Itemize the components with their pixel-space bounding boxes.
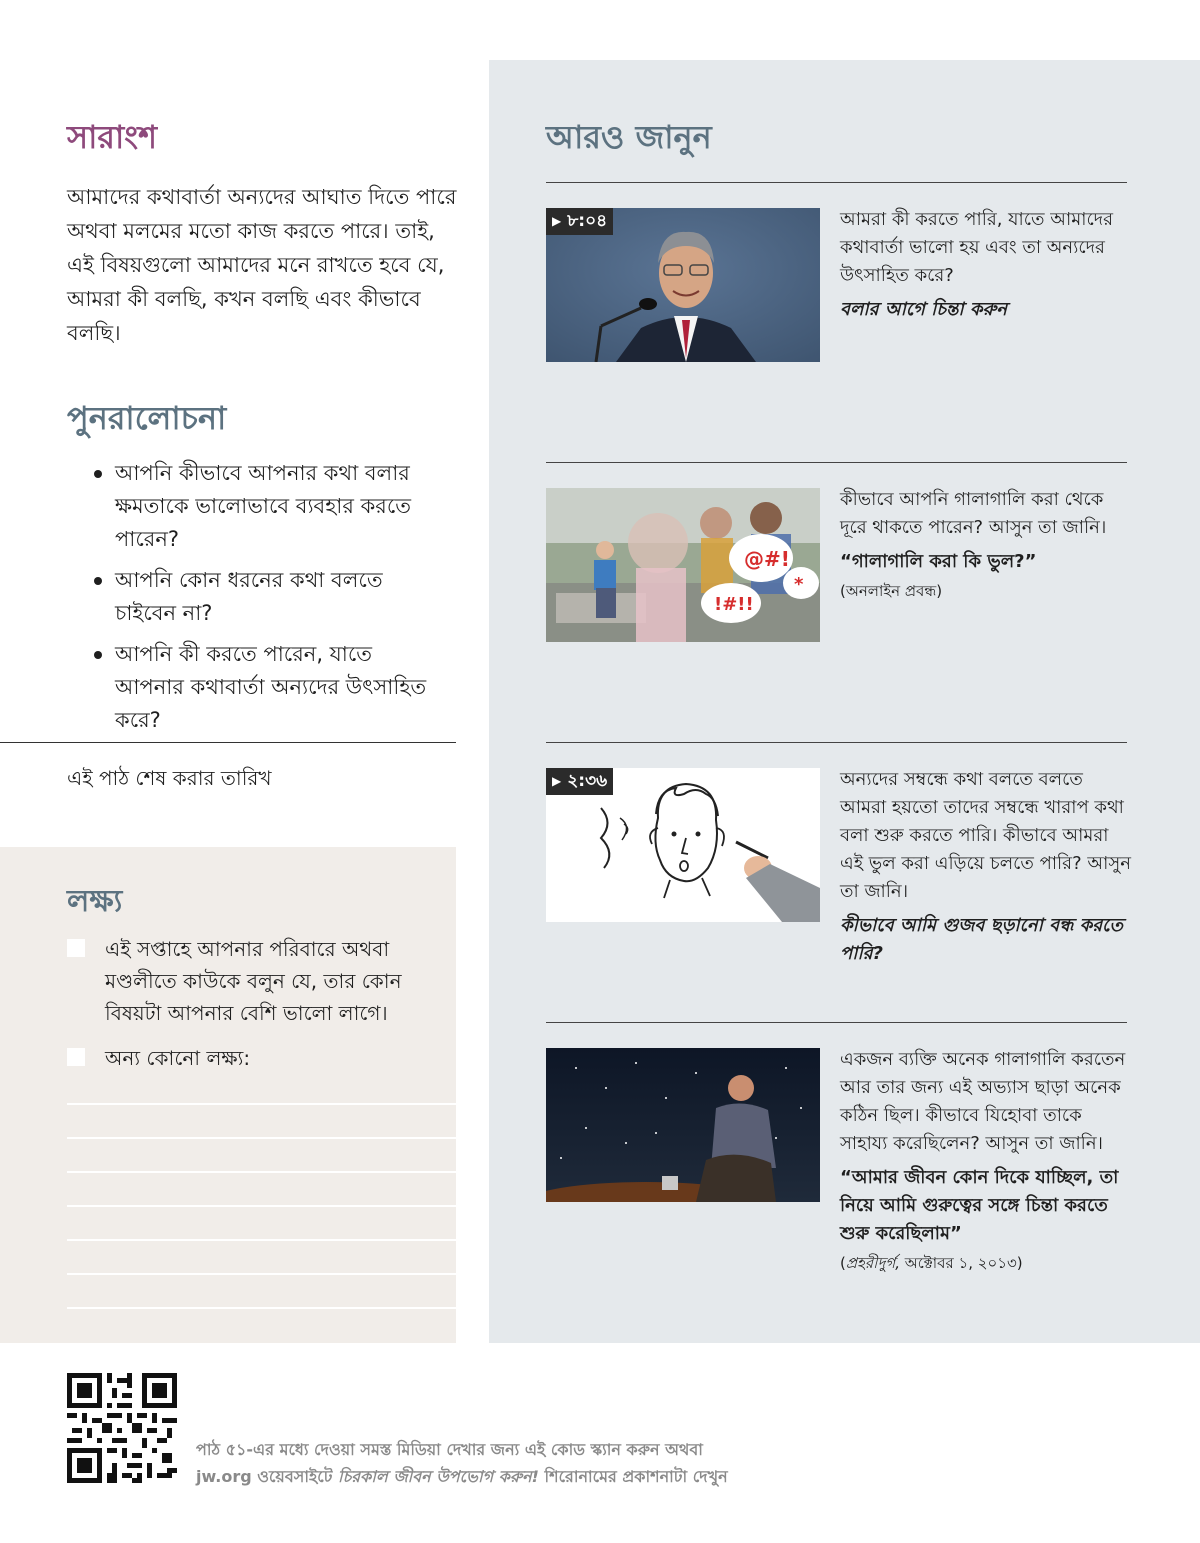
media-description: অন্যদের সম্বন্ধে কথা বলতে বলতে আমরা হয়তো তাদের সম্বন্ধে খারাপ কথা বলা শুরু করতে পারি। কীভাবে আমরা এই ভুল করা এড়িয়ে চলতে পারি? আসুন তা জানি।: [840, 769, 1131, 902]
footer-text: [196, 1436, 836, 1490]
writing-line[interactable]: [67, 1239, 456, 1241]
night-sky-image: [546, 1048, 820, 1202]
publication-date: অক্টোবর ১, ২০১৩): [899, 1254, 1023, 1272]
media-item: [546, 462, 1127, 722]
video-duration: ৮:০৪: [567, 211, 608, 231]
note-paren: (: [840, 1254, 846, 1272]
learn-more-title: আরও জানুন: [546, 118, 712, 156]
media-description: একজন ব্যক্তি অনেক গালাগালি করতেন আর তার জন্য এই অভ্যাস ছাড়া অনেক কঠিন ছিল। কীভাবে যিহোবা তাকে সাহায্য করেছিলেন? আসুন তা জানি।: [840, 1049, 1126, 1154]
footer-end: শিরোনামের প্রকাশনাটা দেখুন: [538, 1467, 728, 1486]
svg-text:@#!: @#!: [744, 547, 790, 571]
video-duration-badge: [546, 208, 613, 235]
learn-more-panel: [489, 60, 1200, 1343]
media-item-body: [840, 206, 1132, 324]
media-note: [840, 1252, 1132, 1274]
article-thumbnail[interactable]: [546, 488, 820, 642]
divider: [546, 182, 1127, 183]
qr-code[interactable]: [67, 1373, 177, 1483]
qr-code-icon: [67, 1373, 177, 1483]
media-item-body: [840, 486, 1132, 602]
curse-bubble: !#!!: [714, 594, 754, 615]
writing-line[interactable]: [67, 1137, 456, 1139]
review-question: আপনি কী করতে পারেন, যাতে আপনার কথাবার্তা অন্যদের উৎসাহিত করে?: [92, 638, 442, 737]
article-thumbnail[interactable]: [546, 1048, 820, 1202]
media-item: [546, 742, 1131, 1002]
writing-line[interactable]: [67, 1171, 456, 1173]
media-item-body: [840, 766, 1132, 968]
summary-title: সারাংশ: [67, 118, 158, 156]
media-link[interactable]: “আমার জীবন কোন দিকে যাচ্ছিল, তা নিয়ে আমি গুরুত্বের সঙ্গে চিন্তা করতে শুরু করেছিলাম”: [840, 1167, 1119, 1244]
summary-text: আমাদের কথাবার্তা অন্যদের আঘাত দিতে পারে অথবা মলমের মতো কাজ করতে পারে। তাই, এই বিষয়গুলো আমাদের মনে রাখতে হবে যে, আমরা কী বলছি, কখন বলছি এবং কীভাবে বলছি।: [67, 185, 457, 345]
media-item-body: [840, 1046, 1132, 1274]
review-title: পুনরালোচনা: [67, 399, 227, 437]
goal-text: এই সপ্তাহে আপনার পরিবারে অথবা মণ্ডলীতে কাউকে বলুন যে, তার কোন বিষয়টা আপনার বেশি ভালো লাগে।: [105, 937, 402, 1025]
media-link[interactable]: বলার আগে চিন্তা করুন: [840, 299, 1008, 320]
goal-text: অন্য কোনো লক্ষ্য:: [105, 1046, 251, 1070]
divider: [546, 742, 1127, 743]
writing-line[interactable]: [67, 1307, 456, 1309]
writing-line[interactable]: [67, 1205, 456, 1207]
footer-line-2: [196, 1463, 836, 1490]
video-duration-badge: [546, 768, 613, 795]
media-link[interactable]: “গালাগালি করা কি ভুল?”: [840, 551, 1037, 572]
footer-site[interactable]: jw.org ওয়েবসাইটে: [196, 1467, 339, 1486]
review-question: আপনি কীভাবে আপনার কথা বলার ক্ষমতাকে ভালোভাবে ব্যবহার করতে পারেন?: [92, 457, 442, 556]
publication-name: প্রহরীদুর্গ,: [845, 1254, 900, 1272]
media-link[interactable]: কীভাবে আমি গুজব ছড়ানো বন্ধ করতে পারি?: [840, 915, 1123, 964]
play-icon: ▶: [552, 774, 562, 788]
goals-title: লক্ষ্য: [67, 884, 123, 919]
media-item: [546, 1022, 1127, 1322]
review-question: আপনি কোন ধরনের কথা বলতে চাইবেন না?: [92, 564, 442, 630]
media-note: (অনলাইন প্রবন্ধ): [840, 582, 943, 600]
publication-title: চিরকাল জীবন উপভোগ করুন!: [338, 1467, 539, 1486]
writing-line[interactable]: [67, 1103, 456, 1105]
media-description: আমরা কী করতে পারি, যাতে আমাদের কথাবার্তা ভালো হয় এবং তা অন্যদের উৎসাহিত করে?: [840, 209, 1114, 286]
goal-item: [67, 1042, 447, 1074]
review-list: [92, 457, 442, 745]
goals-panel: [0, 847, 456, 1343]
video-duration: ২:৩৬: [567, 771, 608, 791]
footer-line-1: পাঠ ৫১-এর মধ্যে দেওয়া সমস্ত মিডিয়া দেখার জন্য এই কোড স্ক্যান করুন অথবা: [196, 1440, 703, 1459]
divider: [546, 462, 1127, 463]
play-icon: ▶: [552, 214, 562, 228]
completion-date-label: এই পাঠ শেষ করার তারিখ: [67, 766, 272, 790]
media-description: কীভাবে আপনি গালাগালি করা থেকে দূরে থাকতে পারেন? আসুন তা জানি।: [840, 489, 1107, 538]
video-thumbnail[interactable]: [546, 208, 820, 362]
divider: [546, 1022, 1127, 1023]
goal-item: [67, 933, 447, 1029]
divider: [0, 742, 456, 743]
video-thumbnail[interactable]: [546, 768, 820, 922]
media-item: [546, 182, 1127, 442]
writing-line[interactable]: [67, 1273, 456, 1275]
goal-checkbox[interactable]: [67, 1048, 85, 1066]
goal-checkbox[interactable]: [67, 939, 85, 957]
teens-image: [546, 488, 820, 642]
svg-text:*: *: [794, 574, 804, 595]
